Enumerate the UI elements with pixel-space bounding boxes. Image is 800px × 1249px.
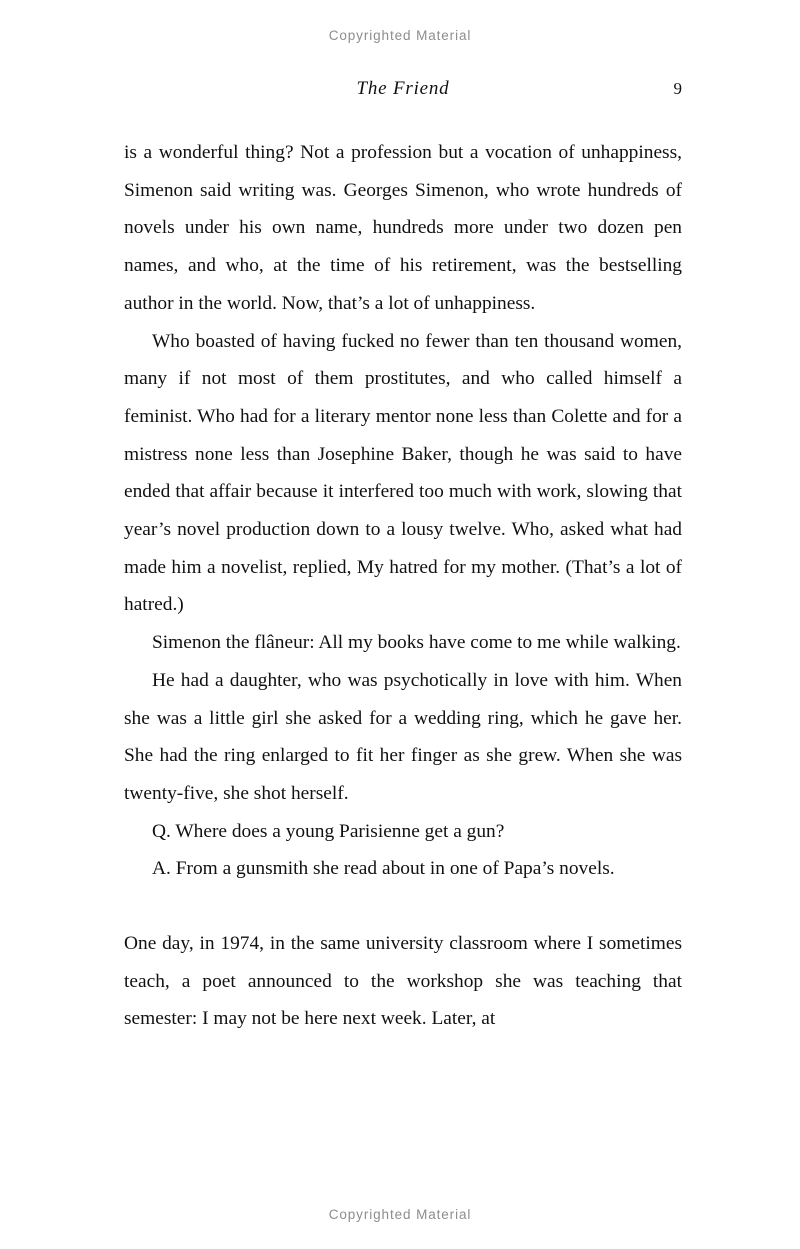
page-number: 9 bbox=[673, 79, 682, 98]
paragraph-who-boasted: Who boasted of having fucked no fewer than ten thousand women, many if not most of them prostitutes, and who called himself a feminist. Who had for a literary mentor none less than Colette and for a mistress none less than Josephine Baker, though he was said to have ended that affair because it interfered too much with work, slowing that year’s novel production down to a lousy twelve. Who, asked what had made him a novelist, replied, My hatred for my mother. (That’s a lot of hatred.) bbox=[124, 330, 682, 616]
copyright-watermark-bottom: Copyrighted Material bbox=[328, 1207, 472, 1222]
running-head-title: The Friend bbox=[356, 78, 450, 99]
paragraph-daughter: He had a daughter, who was psychotically in love with him. When she was a little girl she asked for a wedding ring, which he gave her. She had the ring enlarged to fit her finger as she grew. When she was twenty-five, she shot herself. bbox=[124, 669, 682, 804]
paragraph-one-day: One day, in 1974, in the same university classroom where I sometimes teach, a poet announced to the workshop she was teaching that semester: I may not be here next week. Later, at bbox=[124, 933, 682, 1030]
copyright-watermark-top: Copyrighted Material bbox=[328, 28, 472, 43]
paragraph-unhappiness: is a wonderful thing? Not a profession but a vocation of unhappiness, Simenon said writing was. Georges Simenon, who wrote hundreds of novels under his own name, hundreds more under two dozen pen names, and who, at the time of his retirement, was the bestselling author in the world. Now, that’s a lot of unhappiness. bbox=[124, 142, 682, 314]
paragraph-question: Q. Where does a young Parisienne get a gun? bbox=[152, 820, 505, 842]
paragraph-flaneur: Simenon the flâneur: All my books have come to me while walking. bbox=[152, 632, 681, 654]
running-head bbox=[124, 78, 682, 102]
section-break bbox=[124, 888, 682, 925]
body-text-block bbox=[124, 134, 682, 1038]
paragraph-answer: A. From a gunsmith she read about in one of Papa’s novels. bbox=[152, 858, 615, 880]
